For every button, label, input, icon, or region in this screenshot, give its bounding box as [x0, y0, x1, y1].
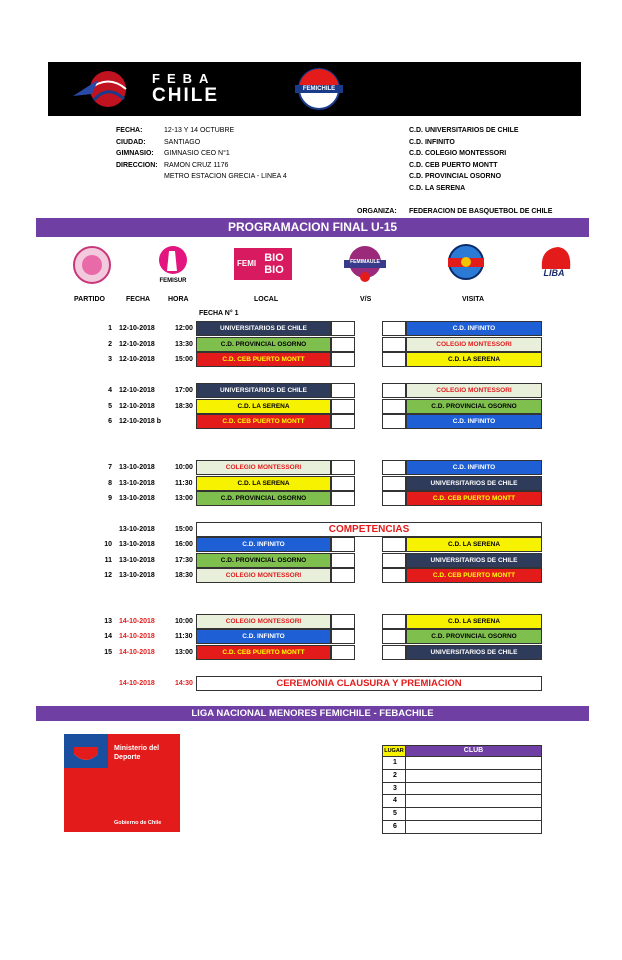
match-visita-team: COLEGIO MONTESSORI: [406, 383, 542, 398]
score-box-visita: [382, 321, 406, 336]
match-date: 12-10-2018: [119, 325, 155, 332]
info-labels: [116, 125, 158, 171]
organiza-label: ORGANIZA:: [357, 208, 397, 215]
match-time: 13:30: [175, 341, 193, 348]
match-date: 14-10-2018: [119, 633, 155, 640]
femisur-text: FEMISUR: [159, 278, 187, 284]
competencias-date: 13-10-2018: [119, 526, 155, 533]
match-visita-team: C.D. PROVINCIAL OSORNO: [406, 629, 542, 644]
team-shield-logo-icon: [442, 243, 490, 281]
match-local-team: COLEGIO MONTESSORI: [196, 568, 331, 583]
feba-basketball-logo-icon: [68, 66, 148, 112]
match-time: 18:30: [175, 572, 193, 579]
score-box-visita: [382, 568, 406, 583]
match-time: 10:00: [175, 618, 193, 625]
score-box-visita: [382, 460, 406, 475]
chile-coat-of-arms-icon: [64, 734, 108, 768]
score-box-visita: [382, 337, 406, 352]
match-visita-team: C.D. INFINITO: [406, 321, 542, 336]
score-box-local: [331, 614, 355, 629]
match-local-team: C.D. CEB PUERTO MONTT: [196, 645, 331, 660]
standings-rows: [382, 757, 542, 834]
match-number: 15: [104, 649, 112, 656]
match-time: 10:00: [175, 464, 193, 471]
score-box-local: [331, 321, 355, 336]
match-time: 11:30: [175, 480, 193, 487]
match-local-team: UNIVERSITARIOS DE CHILE: [196, 321, 331, 336]
score-box-visita: [382, 399, 406, 414]
info-value: RAMON CRUZ 1176: [164, 161, 229, 169]
standings-header: [382, 745, 542, 757]
match-number: 11: [104, 557, 112, 564]
info-label: FECHA:: [116, 127, 143, 134]
match-date: 12-10-2018: [119, 403, 155, 410]
club-list-item: C.D. LA SERENA: [409, 184, 466, 192]
match-visita-team: C.D. INFINITO: [406, 460, 542, 475]
standings-row: [382, 808, 542, 821]
match-number: 7: [108, 464, 112, 471]
score-box-local: [331, 383, 355, 398]
match-visita-team: C.D. CEB PUERTO MONTT: [406, 568, 542, 583]
competencias-time: 15:00: [175, 526, 193, 533]
club-list-item: C.D. INFINITO: [409, 138, 455, 146]
biobio-text: BIO BIO: [264, 252, 284, 276]
score-box-visita: [382, 629, 406, 644]
ministerio-text: [114, 744, 159, 762]
ministerio-shield-area: [64, 734, 108, 768]
match-visita-team: C.D. LA SERENA: [406, 537, 542, 552]
match-visita-team: C.D. CEB PUERTO MONTT: [406, 491, 542, 506]
match-visita-team: C.D. INFINITO: [406, 414, 542, 429]
match-date: 12-10-2018: [119, 341, 155, 348]
match-local-team: C.D. CEB PUERTO MONTT: [196, 352, 331, 367]
score-box-local: [331, 553, 355, 568]
match-date: 13-10-2018: [119, 557, 155, 564]
standings-place: 6: [382, 821, 406, 834]
match-time: 16:00: [175, 541, 193, 548]
standings-row: [382, 783, 542, 796]
score-box-visita: [382, 491, 406, 506]
match-visita-team: UNIVERSITARIOS DE CHILE: [406, 553, 542, 568]
match-visita-team: UNIVERSITARIOS DE CHILE: [406, 645, 542, 660]
col-header-hora: HORA: [168, 296, 189, 303]
standings-club-cell: [406, 783, 542, 796]
match-number: 10: [104, 541, 112, 548]
match-date: 12-10-2018: [119, 356, 155, 363]
match-number: 2: [108, 341, 112, 348]
match-date: 13-10-2018: [119, 572, 155, 579]
match-number: 4: [108, 387, 112, 394]
score-box-local: [331, 568, 355, 583]
match-date: 13-10-2018: [119, 495, 155, 502]
standings-club-cell: [406, 770, 542, 783]
match-number: 5: [108, 403, 112, 410]
standings-club-header: CLUB: [406, 745, 542, 757]
match-visita-team: COLEGIO MONTESSORI: [406, 337, 542, 352]
col-header-vs: V/S: [360, 296, 372, 303]
match-visita-team: C.D. LA SERENA: [406, 614, 542, 629]
score-box-local: [331, 645, 355, 660]
ministerio-line2: Deporte: [114, 754, 141, 761]
match-number: 8: [108, 480, 112, 487]
standings-place: 3: [382, 783, 406, 796]
standings-club-cell: [406, 795, 542, 808]
info-value: METRO ESTACION GRECIA - LINEA 4: [164, 173, 287, 180]
match-time: 13:00: [175, 495, 193, 502]
standings-row: [382, 770, 542, 783]
match-time: 18:30: [175, 403, 193, 410]
match-local-team: C.D. INFINITO: [196, 537, 331, 552]
club-list-item: C.D. UNIVERSITARIOS DE CHILE: [409, 127, 519, 134]
femimaule-text: FEMIMAULE: [350, 259, 380, 265]
femibiobio-logo: [234, 248, 292, 280]
match-number: 6: [108, 418, 112, 425]
match-local-team: COLEGIO MONTESSORI: [196, 614, 331, 629]
match-time: 15:00: [175, 356, 193, 363]
standings-table: [382, 745, 542, 834]
info-label: GIMNASIO:: [116, 150, 154, 157]
match-local-team: C.D. PROVINCIAL OSORNO: [196, 337, 331, 352]
match-date: 14-10-2018: [119, 649, 155, 656]
liga-footer-bar: LIGA NACIONAL MENORES FEMICHILE - FEBACHILE: [36, 706, 589, 721]
standings-place: 1: [382, 757, 406, 770]
match-visita-team: C.D. PROVINCIAL OSORNO: [406, 399, 542, 414]
match-date: 12-10-2018 b: [119, 418, 162, 425]
standings-place: 2: [382, 770, 406, 783]
match-local-team: C.D. INFINITO: [196, 629, 331, 644]
page-title: PROGRAMACION FINAL U-15: [36, 218, 589, 237]
ministerio-deporte-logo: [64, 734, 180, 832]
femisur-logo-icon: [155, 243, 191, 277]
standings-lugar-header: LUGAR: [382, 745, 406, 757]
feba-text: FEBA: [152, 71, 216, 86]
score-box-visita: [382, 414, 406, 429]
match-local-team: C.D. PROVINCIAL OSORNO: [196, 491, 331, 506]
match-local-team: C.D. CEB PUERTO MONTT: [196, 414, 331, 429]
score-box-visita: [382, 352, 406, 367]
standings-place: 4: [382, 795, 406, 808]
score-box-visita: [382, 553, 406, 568]
liba-text: LIBA: [543, 268, 565, 278]
score-box-visita: [382, 537, 406, 552]
match-time: 13:00: [175, 649, 193, 656]
col-header-fecha: FECHA: [126, 296, 151, 303]
match-number: 9: [108, 495, 112, 502]
match-date: 13-10-2018: [119, 480, 155, 487]
score-box-local: [331, 399, 355, 414]
score-box-visita: [382, 614, 406, 629]
standings-place: 5: [382, 808, 406, 821]
match-local-team: C.D. PROVINCIAL OSORNO: [196, 553, 331, 568]
match-local-team: COLEGIO MONTESSORI: [196, 460, 331, 475]
info-value: SANTIAGO: [164, 138, 201, 146]
match-time: 11:30: [175, 633, 193, 640]
col-header-local: LOCAL: [254, 296, 279, 303]
match-time: 12:00: [175, 325, 193, 332]
score-box-local: [331, 629, 355, 644]
score-box-local: [331, 414, 355, 429]
col-header-partido: PARTIDO: [74, 296, 105, 303]
score-box-visita: [382, 383, 406, 398]
score-box-local: [331, 352, 355, 367]
match-date: 14-10-2018: [119, 618, 155, 625]
ministerio-line1: Ministerio del: [114, 745, 160, 752]
match-number: 1: [108, 325, 112, 332]
info-label: CIUDAD:: [116, 138, 146, 146]
femichile-text: FEMICHILE: [302, 86, 336, 92]
standings-row: [382, 821, 542, 834]
info-label: DIRECCION:: [116, 161, 158, 169]
club-list-item: C.D. PROVINCIAL OSORNO: [409, 173, 502, 180]
fecha-n-label: FECHA N° 1: [199, 310, 239, 317]
match-local-team: UNIVERSITARIOS DE CHILE: [196, 383, 331, 398]
match-time: 17:30: [175, 557, 193, 564]
competencias-banner: COMPETENCIAS: [196, 522, 542, 537]
match-number: 12: [104, 572, 112, 579]
chile-text: CHILE: [152, 85, 219, 106]
ceremonia-time: 14:30: [175, 680, 193, 687]
score-box-local: [331, 476, 355, 491]
score-box-local: [331, 337, 355, 352]
match-visita-team: UNIVERSITARIOS DE CHILE: [406, 476, 542, 491]
ceremonia-date: 14-10-2018: [119, 680, 155, 687]
femi-text: FEMI: [237, 259, 257, 268]
match-date: 13-10-2018: [119, 464, 155, 471]
standings-row: [382, 795, 542, 808]
score-box-visita: [382, 645, 406, 660]
match-date: 13-10-2018: [119, 541, 155, 548]
organiza-value: FEDERACION DE BASQUETBOL DE CHILE: [409, 208, 553, 215]
match-number: 13: [104, 618, 112, 625]
score-box-local: [331, 537, 355, 552]
score-box-visita: [382, 476, 406, 491]
ceremonia-banner: CEREMONIA CLAUSURA Y PREMIACION: [196, 676, 542, 691]
match-number: 14: [104, 633, 112, 640]
match-number: 3: [108, 356, 112, 363]
match-local-team: C.D. LA SERENA: [196, 476, 331, 491]
info-values: [164, 125, 287, 183]
match-visita-team: C.D. LA SERENA: [406, 352, 542, 367]
score-box-local: [331, 491, 355, 506]
asociacion-logo-icon: [70, 245, 114, 285]
score-box-local: [331, 460, 355, 475]
info-value: 12-13 Y 14 OCTUBRE: [164, 127, 235, 134]
standings-club-cell: [406, 808, 542, 821]
info-value: GIMNASIO CEO N°1: [164, 150, 230, 157]
gobierno-text: Gobierno de Chile: [114, 820, 162, 826]
standings-club-cell: [406, 821, 542, 834]
standings-club-cell: [406, 757, 542, 770]
col-header-visita: VISITA: [462, 296, 485, 303]
club-list: [409, 125, 519, 194]
club-list-item: C.D. CEB PUERTO MONTT: [409, 161, 498, 169]
match-time: 17:00: [175, 387, 193, 394]
match-local-team: C.D. LA SERENA: [196, 399, 331, 414]
club-list-item: C.D. COLEGIO MONTESSORI: [409, 150, 507, 157]
standings-row: [382, 757, 542, 770]
match-date: 12-10-2018: [119, 387, 155, 394]
